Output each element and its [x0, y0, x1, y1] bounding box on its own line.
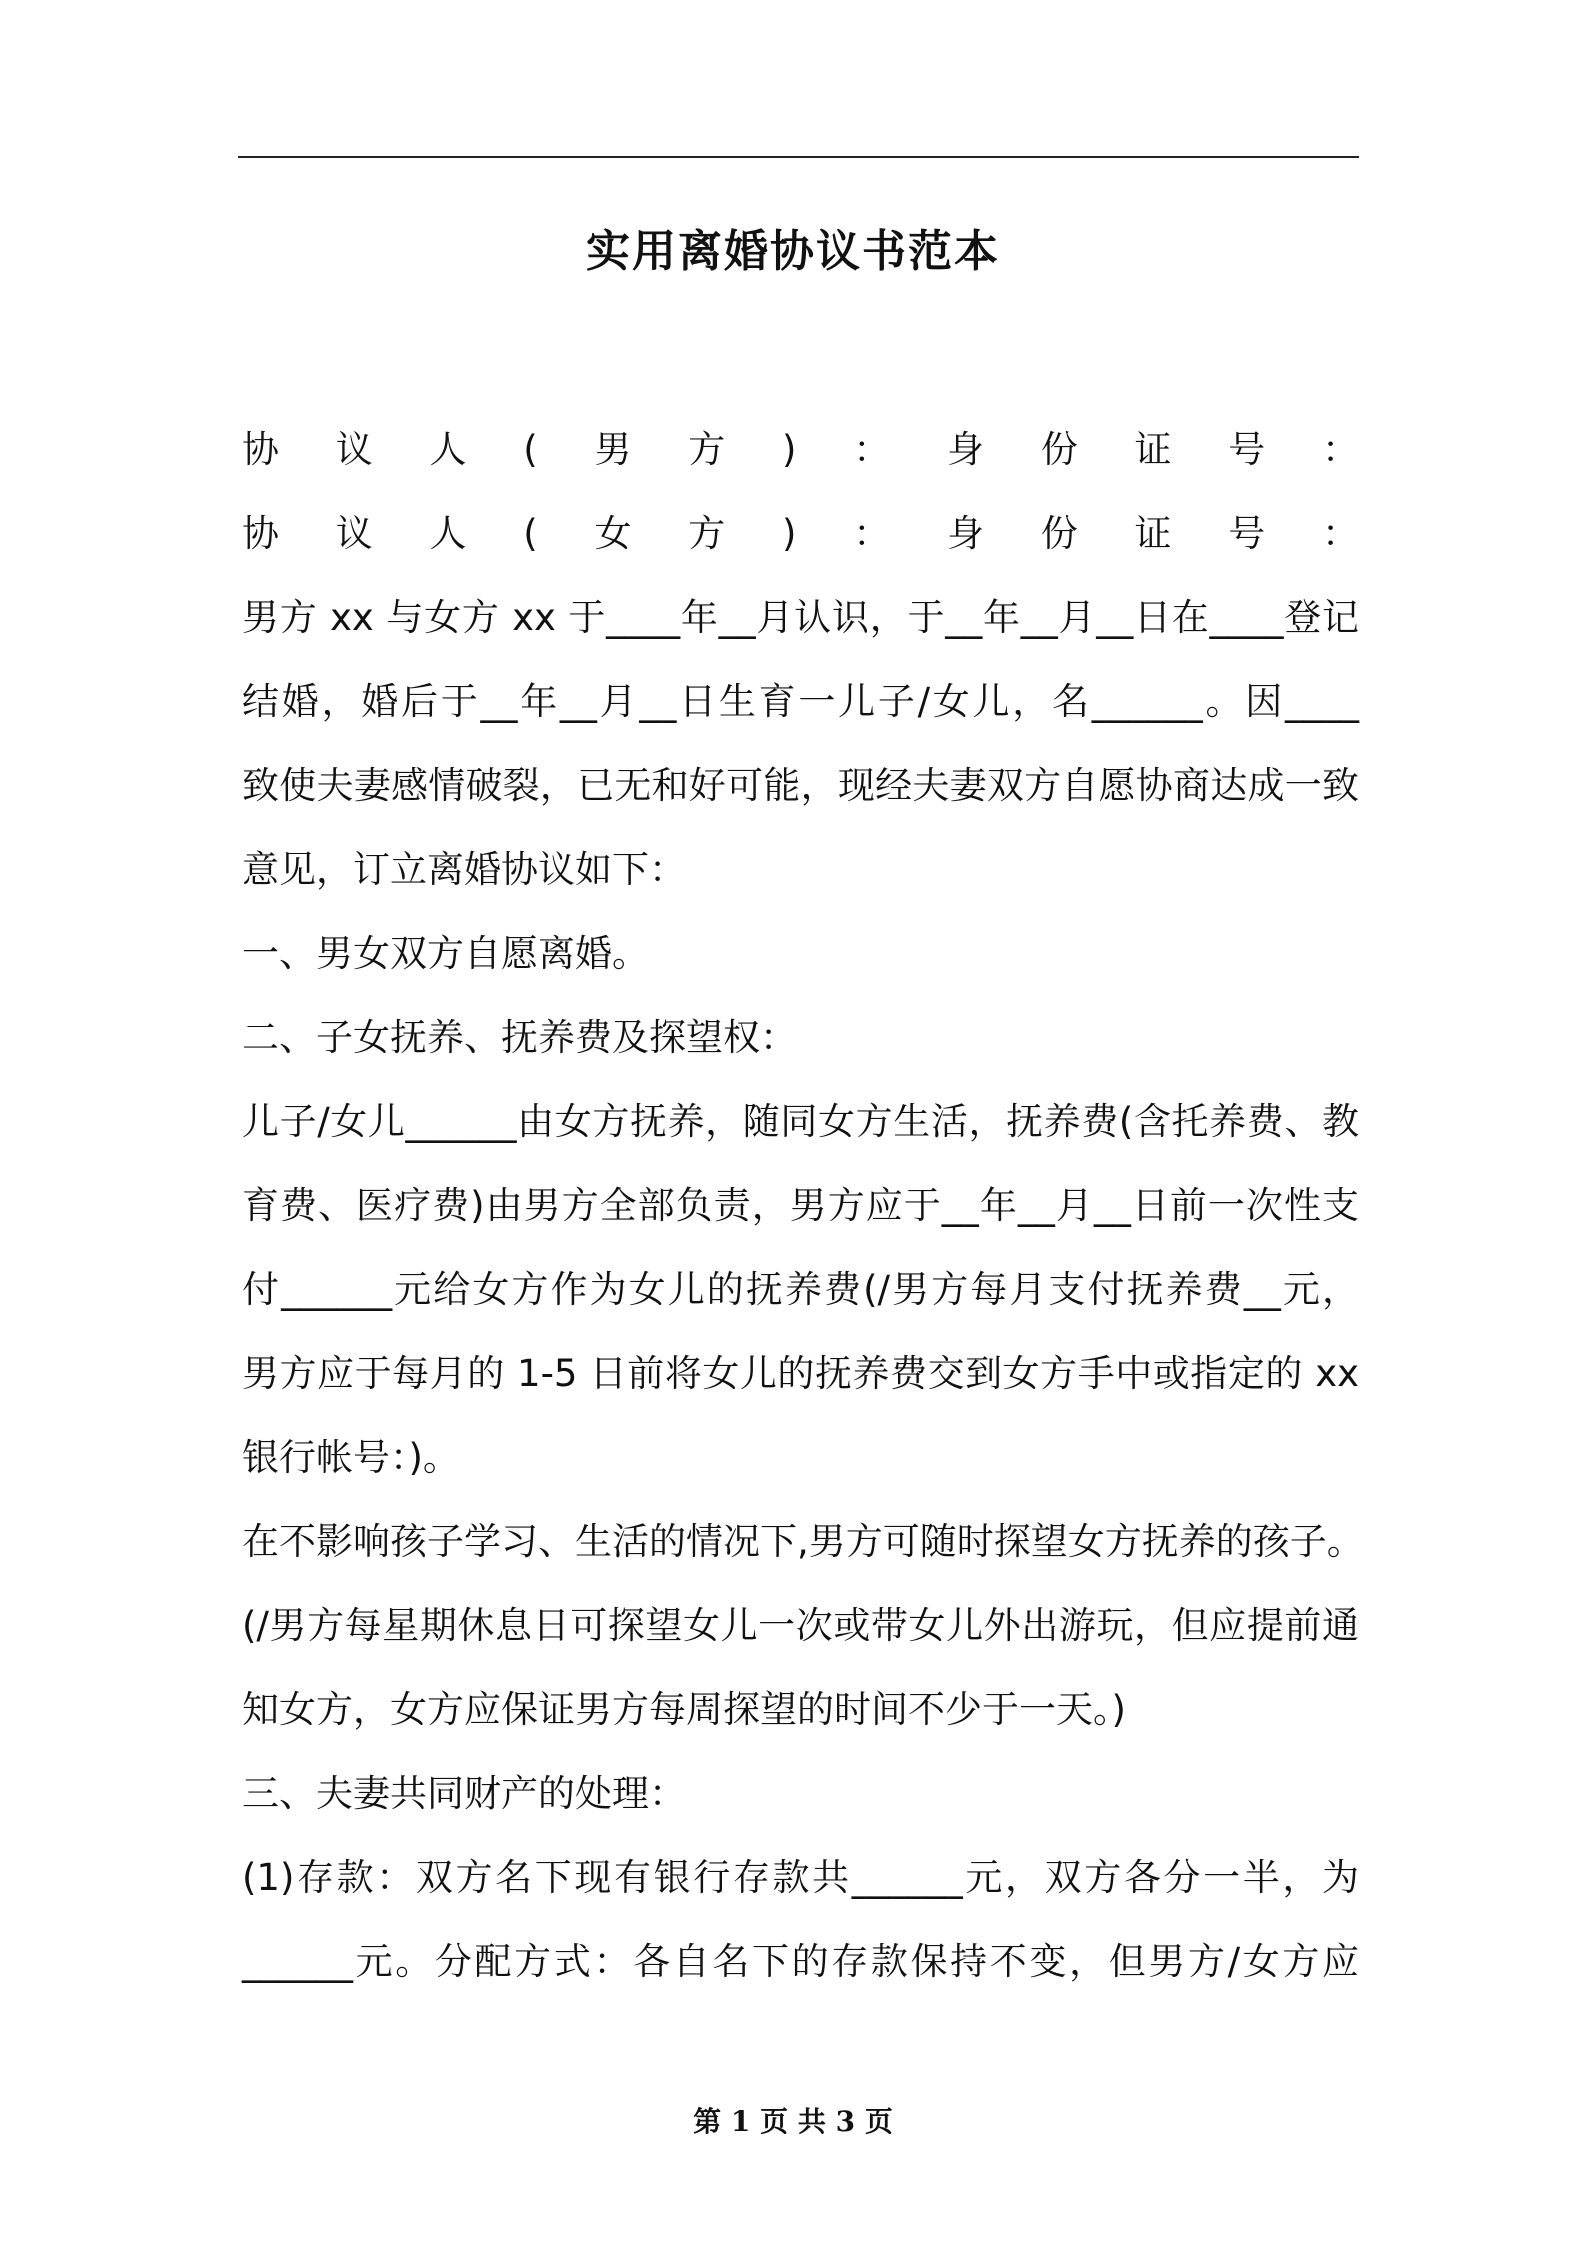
paragraph-line: 银行帐号：)。: [242, 1436, 460, 1479]
paragraph-line: 意见，订立离婚协议如下：: [242, 848, 686, 891]
paragraph-line: 结婚，婚后于__年__月__日生育一儿子/女儿，名______。因____: [242, 680, 1359, 723]
header-rule: [238, 156, 1359, 158]
paragraph-line: 男方应于每月的 1-5 日前将女儿的抚养费交到女方手中或指定的 xx: [242, 1352, 1359, 1395]
paragraph-line: (1)存款：双方名下现有银行存款共______元，双方各分一半，为: [242, 1856, 1359, 1899]
paragraph-line: 儿子/女儿______由女方抚养，随同女方生活，抚养费(含托养费、教: [242, 1100, 1359, 1143]
paragraph-line: 协议人(女方)：身份证号：: [242, 512, 1359, 555]
page-number: 第 1 页 共 3 页: [693, 2105, 893, 2138]
paragraph-line: 一、男女双方自愿离婚。: [242, 932, 649, 975]
paragraph-line: 男方 xx 与女方 xx 于____年__月认识，于__年__月__日在____登记: [242, 596, 1359, 639]
paragraph-line: (/男方每星期休息日可探望女儿一次或带女儿外出游玩，但应提前通: [242, 1604, 1359, 1647]
document-body: [242, 408, 1364, 2004]
paragraph-line: 知女方，女方应保证男方每周探望的时间不少于一天。): [242, 1688, 1126, 1731]
paragraph-line: 在不影响孩子学习、生活的情况下,男方可随时探望女方抚养的孩子。: [242, 1520, 1364, 1563]
paragraph-line: 二、子女抚养、抚养费及探望权：: [242, 1016, 797, 1059]
paragraph-line: ______元。分配方式：各自名下的存款保持不变，但男方/女方应: [242, 1940, 1359, 1983]
paragraph-line: 协议人(男方)：身份证号：: [242, 428, 1359, 471]
paragraph-line: 付______元给女方作为女儿的抚养费(/男方每月支付抚养费__元，: [242, 1268, 1359, 1311]
paragraph-line: 育费、医疗费)由男方全部负责，男方应于__年__月__日前一次性支: [242, 1184, 1359, 1227]
paragraph-line: 三、夫妻共同财产的处理：: [242, 1772, 686, 1815]
paragraph-line: 致使夫妻感情破裂，已无和好可能，现经夫妻双方自愿协商达成一致: [242, 764, 1359, 807]
document-title: 实用离婚协议书范本: [586, 226, 1000, 277]
